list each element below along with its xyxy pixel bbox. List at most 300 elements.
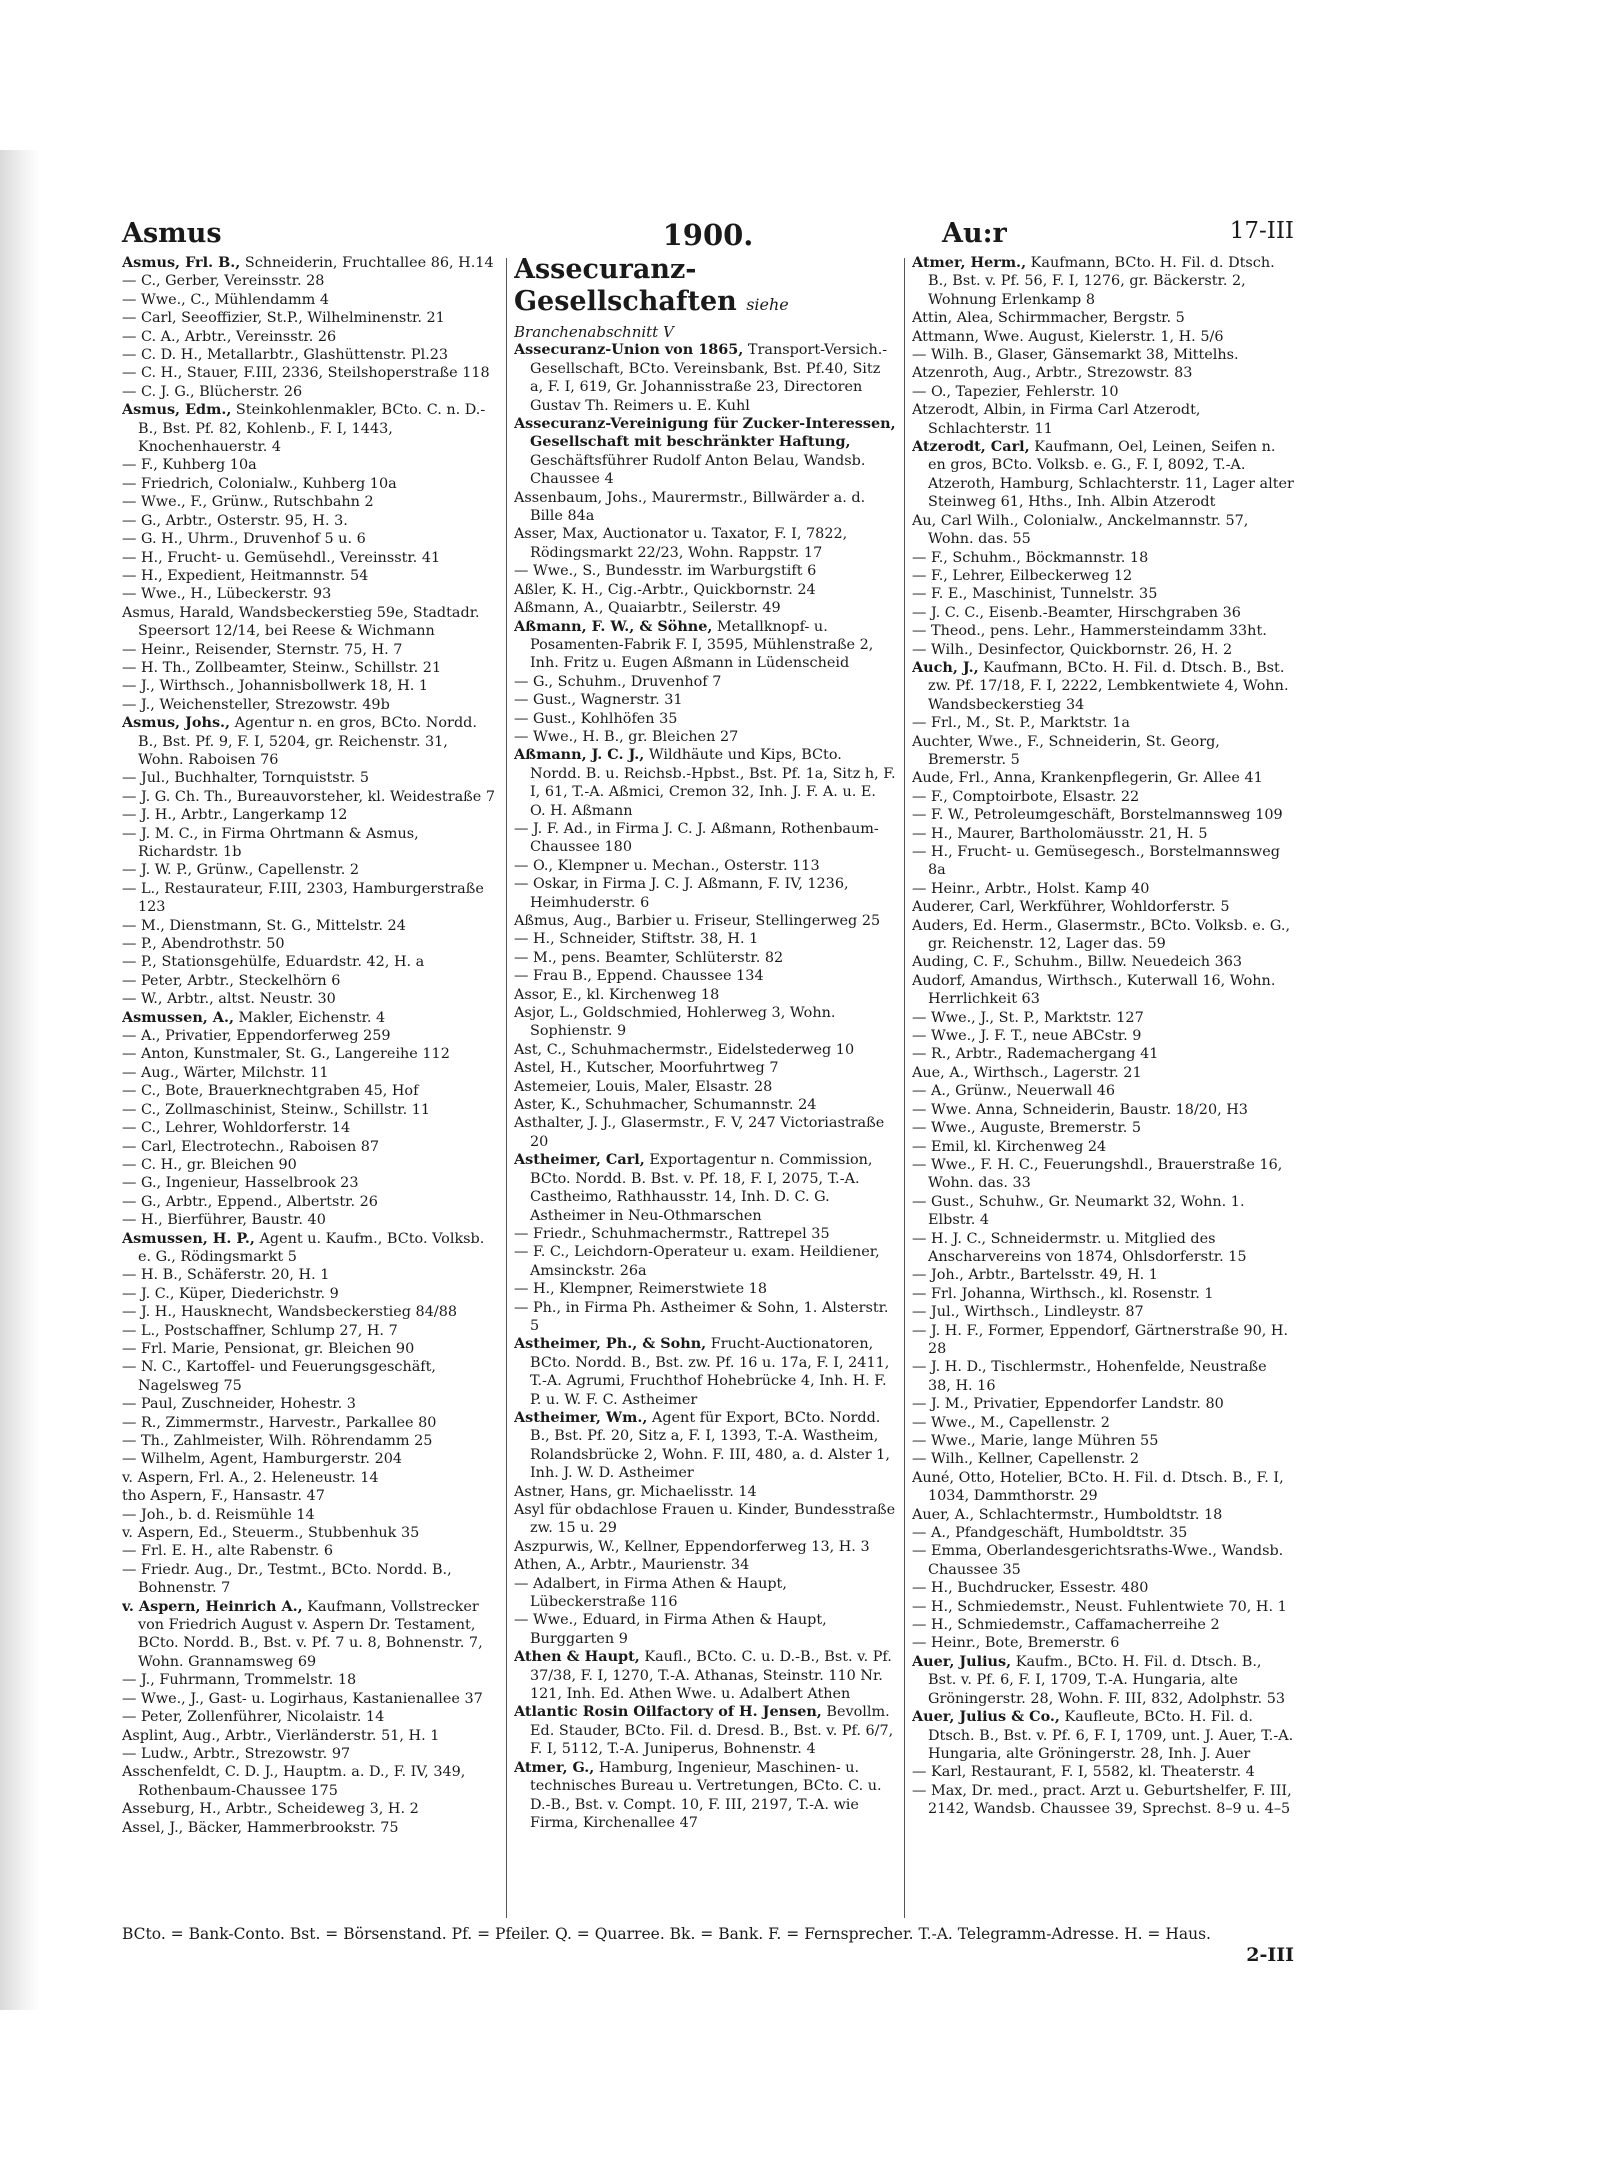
directory-page [122, 218, 1294, 1966]
entry-text: — F., Schuhm., Böckmannstr. 18 [912, 549, 1149, 566]
entry-text: — F., Comptoirbote, Elsastr. 22 [912, 788, 1140, 805]
directory-entry [122, 1174, 498, 1192]
directory-entry [912, 512, 1294, 549]
entry-text: — H., Maurer, Bartholomäusstr. 21, H. 5 [912, 825, 1208, 842]
entry-text: Asmus, Harald, Wandsbeckerstieg 59e, Stadtadr. Speersort 12/14, bei Reese & Wichmann [122, 604, 480, 640]
directory-entry [122, 935, 498, 953]
entry-text: — H. J. C., Schneidermstr. u. Mitglied des Anscharvereins von 1874, Ohlsdorferstr. 15 [912, 1230, 1247, 1265]
directory-entry [912, 714, 1294, 732]
directory-entry [912, 917, 1294, 954]
entry-text: — G., Arbtr., Eppend., Albertstr. 26 [122, 1193, 378, 1210]
entry-name: Assecuranz-Vereinigung für Zucker-Interessen, Gesellschaft mit beschränkter Haftung, [514, 415, 896, 451]
directory-entry [514, 1280, 896, 1298]
directory-entry [912, 1524, 1294, 1542]
directory-entry [514, 1243, 896, 1280]
entry-text: — Wwe., Eduard, in Firma Athen & Haupt, Burggarten 9 [514, 1612, 827, 1647]
entry-text: — Wwe., H. B., gr. Bleichen 27 [514, 728, 739, 745]
directory-entry [514, 1575, 896, 1612]
entry-text: — Max, Dr. med., pract. Arzt u. Geburtshelfer, F. III, 2142, Wandsb. Chaussee 39, Sprechst. 8–9 u. 4–5 [912, 1782, 1292, 1818]
entry-text: Kaufleute, BCto. H. Fil. d. Dtsch. B., Bst. v. Pf. 6, F. I, 1709, unt. J. Auer, T.-A. Hungaria, alte Gröningerstr. 28, Inh. J. Auer [928, 1709, 1294, 1762]
entry-text: — H., Schmiedemstr., Caffamacherreihe 2 [912, 1617, 1220, 1634]
directory-entry [122, 401, 498, 456]
entry-text: v. Aspern, Ed., Steuerm., Stubbenhuk 35 [122, 1525, 420, 1542]
entry-text: Asplint, Aug., Arbtr., Vierländerstr. 51, H. 1 [122, 1727, 440, 1744]
directory-entry [514, 986, 896, 1004]
directory-entry [122, 990, 498, 1008]
directory-entry [912, 1542, 1294, 1579]
directory-entry [122, 1727, 498, 1745]
entry-text: — J. H. F., Former, Eppendorf, Gärtnerstraße 90, H. 28 [912, 1322, 1289, 1357]
section-title: Assecuranz-Gesellschaften [514, 254, 737, 317]
entry-text: — Wilh. B., Glaser, Gänsemarkt 38, Mittelhs. [912, 347, 1239, 364]
directory-entry [122, 254, 498, 272]
directory-entry [122, 806, 498, 824]
entry-text: — O., Tapezier, Fehlerstr. 10 [912, 383, 1119, 400]
directory-entry [514, 341, 896, 415]
directory-entry [122, 1285, 498, 1303]
directory-entry [514, 1059, 896, 1077]
column-3 [912, 254, 1294, 1922]
entry-text: Astemeier, Louis, Maler, Elsastr. 28 [514, 1078, 773, 1095]
entry-text: Kaufmann, BCto. H. Fil. d. Dtsch. B., Bst. v. Pf. 56, F. I, 1276, gr. Bäckerstr. 2, Wohnung Erlenkamp 8 [928, 255, 1275, 308]
directory-entry [912, 1469, 1294, 1506]
directory-entry [122, 1138, 498, 1156]
directory-entry [122, 953, 498, 971]
entry-text: — Wwe., H., Lübeckerstr. 93 [122, 586, 332, 603]
directory-entry [514, 673, 896, 691]
entry-text: — H., Schmiedemstr., Neust. Fuhlentwiete 70, H. 1 [912, 1598, 1287, 1615]
entry-text: Kaufmann, BCto. H. Fil. d. Dtsch. B., Bst. zw. Pf. 17/18, F. I, 2222, Lembkentwiete 4, Wohn. Wandsbeckerstieg 34 [928, 659, 1289, 713]
directory-entry [912, 1414, 1294, 1432]
directory-entry [122, 1119, 498, 1137]
directory-entry [514, 415, 896, 489]
directory-entry [122, 383, 498, 401]
entry-text: — N. C., Kartoffel- und Feuerungsgeschäft, Nagelsweg 75 [122, 1359, 436, 1394]
directory-entry [912, 622, 1294, 640]
directory-entry [122, 1432, 498, 1450]
entry-text: Asser, Max, Auctionator u. Taxator, F. I, 7822, Rödingsmarkt 22/23, Wohn. Rappstr. 17 [514, 526, 848, 561]
entry-text: — J. M., Privatier, Eppendorfer Landstr. 80 [912, 1396, 1224, 1413]
directory-entry [122, 475, 498, 493]
directory-entry [912, 1082, 1294, 1100]
directory-entry [514, 710, 896, 728]
entry-text: — C. H., Stauer, F.III, 2336, Steilshoperstraße 118 [122, 365, 490, 382]
directory-entry [912, 438, 1294, 512]
directory-entry [912, 806, 1294, 824]
entry-name: Auer, Julius, [912, 1652, 1012, 1670]
entry-text: Attmann, Wwe. August, Kielerstr. 1, H. 5/6 [912, 328, 1224, 345]
entry-name: Athen & Haupt, [514, 1648, 640, 1666]
directory-entry [122, 1340, 498, 1358]
entry-text: — Friedrich, Colonialw., Kuhberg 10a [122, 475, 397, 492]
directory-entry [122, 272, 498, 290]
directory-entry [122, 456, 498, 474]
entry-text: — H., Bierführer, Baustr. 40 [122, 1212, 326, 1229]
directory-entry [122, 1414, 498, 1432]
directory-entry [912, 401, 1294, 438]
entry-text: Kaufl., BCto. C. u. D.-B., Bst. v. Pf. 37/38, F. I, 1270, T.-A. Athanas, Steinstr. 110 Nr. 121, Inh. Ed. Athen Wwe. u. Adalbert Athen [530, 1649, 892, 1703]
entry-text: Aster, K., Schuhmacher, Schumannstr. 24 [514, 1097, 817, 1114]
column-1 [122, 254, 498, 1922]
directory-entry [514, 1335, 896, 1409]
directory-entry [912, 1653, 1294, 1708]
section-heading [514, 254, 896, 321]
directory-entry [514, 857, 896, 875]
entry-text: — C., Zollmaschinist, Steinw., Schillstr. 11 [122, 1101, 431, 1118]
directory-entry [122, 677, 498, 695]
entry-text: Exportagentur n. Commission, BCto. Nordd. B. Bst. v. Pf. 18, F. I, 2075, T.-A. Castheimo, Rathhausstr. 14, Inh. D. C. G. Astheimer in Neu-Othmarschen [530, 1152, 873, 1224]
directory-entry [122, 788, 498, 806]
entry-text: Aszpurwis, W., Kellner, Eppendorferweg 13, H. 3 [514, 1538, 870, 1555]
entry-text: — Wilh., Kellner, Capellenstr. 2 [912, 1451, 1140, 1468]
directory-entry [912, 1782, 1294, 1819]
directory-entry [122, 1101, 498, 1119]
entry-text: — J. C., Küper, Diederichstr. 9 [122, 1285, 339, 1302]
directory-entry [122, 309, 498, 327]
entry-text: Auders, Ed. Herm., Glasermstr., BCto. Volksb. e. G., gr. Reichenstr. 12, Lager das. 59 [912, 917, 1291, 953]
entry-text: — H. B., Schäferstr. 20, H. 1 [122, 1267, 330, 1284]
entry-text: Aßmus, Aug., Barbier u. Friseur, Stellingerweg 25 [514, 913, 881, 929]
section-reference: Branchenabschnitt V [514, 323, 674, 341]
entry-text: Hamburg, Ingenieur, Maschinen- u. technisches Bureau u. Vertretungen, BCto. C. u. D.-B., Bst. v. Compt. 10, F. III, 2197, T.-A. wie Firma, Kirchenallee 47 [530, 1759, 882, 1831]
entry-text: Auderer, Carl, Werkführer, Wohldorferstr. 5 [912, 899, 1230, 916]
directory-entry [514, 1611, 896, 1648]
entry-text: — A., Grünw., Neuerwall 46 [912, 1083, 1116, 1100]
page-binding-edge [0, 150, 40, 2010]
entry-text: — Wwe., Auguste, Bremerstr. 5 [912, 1120, 1142, 1137]
directory-entry [912, 1266, 1294, 1284]
entry-text: — Frl., M., St. P., Marktstr. 1a [912, 715, 1130, 732]
entry-text: — Wwe., M., Capellenstr. 2 [912, 1414, 1110, 1431]
entry-text: Auding, C. F., Schuhm., Billw. Neuedeich 363 [912, 954, 1243, 971]
entry-name: Atmer, G., [514, 1758, 595, 1776]
directory-entry [912, 1156, 1294, 1193]
directory-entry [514, 618, 896, 673]
directory-entry [912, 953, 1294, 971]
directory-entry [122, 1303, 498, 1321]
entry-text: — C., Bote, Brauerknechtgraben 45, Hof [122, 1083, 419, 1100]
directory-entry [912, 880, 1294, 898]
entry-text: — Friedr., Schuhmachermstr., Rattrepel 35 [514, 1225, 830, 1242]
entry-text: Geschäftsführer Rudolf Anton Belau, Wandsb. Chaussee 4 [530, 452, 866, 488]
entry-text: — J. H., Arbtr., Langerkamp 12 [122, 807, 348, 824]
entry-text: Aßler, K. H., Cig.-Arbtr., Quickbornstr. 24 [514, 581, 816, 598]
directory-entry [514, 912, 896, 930]
directory-entry [514, 562, 896, 580]
entry-text: — F. E., Maschinist, Tunnelstr. 35 [912, 586, 1158, 603]
entry-text: — C. J. G., Blücherstr. 26 [122, 383, 303, 400]
entry-name: Astheimer, Wm., [514, 1408, 648, 1426]
entry-text: Metallknopf- u. Posamenten-Fabrik F. I, 3595, Mühlenstraße 2, Inh. Fritz u. Eugen Aßmann in Lüdenscheid [530, 618, 874, 672]
entry-text: — Gust., Wagnerstr. 31 [514, 692, 683, 709]
entry-text: Schneiderin, Fruchtallee 86, H.14 [240, 255, 494, 271]
abbreviation-legend: BCto. = Bank-Conto. Bst. = Börsenstand. Pf. = Pfeiler. Q. = Quarree. Bk. = Bank. F. = Fernsprecher. T.-A. Telegramm-Adresse. H. = Haus. [122, 1925, 1211, 1943]
entry-text: — Heinr., Arbtr., Holst. Kamp 40 [912, 880, 1150, 897]
directory-entry [514, 930, 896, 948]
entry-text: — Jul., Buchhalter, Tornquiststr. 5 [122, 770, 370, 787]
entry-text: Makler, Eichenstr. 4 [233, 1009, 386, 1026]
header-year: 1900. [662, 218, 754, 252]
directory-entry [122, 549, 498, 567]
entry-name: v. Aspern, Heinrich A., [122, 1597, 303, 1615]
entry-text: — J., Wirthsch., Johannisbollwerk 18, H. 1 [122, 678, 429, 695]
running-header [122, 218, 1294, 254]
entry-text: — Wwe., S., Bundesstr. im Warburgstift 6 [514, 563, 817, 580]
directory-entry [514, 875, 896, 912]
entry-text: Kaufmann, Vollstrecker von Friedrich August v. Aspern Dr. Testament, BCto. Nordd. B., Bst. v. Pf. 7 u. 8, Bohnenstr. 7, Wohn. Grannamsweg 69 [138, 1598, 483, 1670]
entry-text: Auer, A., Schlachtermstr., Humboldtstr. 18 [912, 1506, 1223, 1523]
entry-text: — Wwe., F. H. C., Feuerungshdl., Brauerstraße 16, Wohn. das. 33 [912, 1156, 1283, 1192]
directory-entry [122, 1763, 498, 1800]
directory-entry [912, 309, 1294, 327]
entry-text: — Gust., Kohlhöfen 35 [514, 710, 678, 727]
directory-entry [912, 567, 1294, 585]
entry-text: — Wilhelm, Agent, Hamburgerstr. 204 [122, 1451, 403, 1468]
directory-entry [912, 1708, 1294, 1763]
directory-entry [122, 1193, 498, 1211]
entry-text: — Ludw., Arbtr., Strezowstr. 97 [122, 1745, 351, 1762]
entry-text: — L., Restaurateur, F.III, 2303, Hamburgerstraße 123 [122, 880, 484, 916]
directory-entry [912, 1598, 1294, 1616]
entry-text: Assenbaum, Johs., Maurermstr., Billwärder a. d. Bille 84a [514, 489, 866, 525]
directory-entry [514, 1078, 896, 1096]
directory-entry [122, 1082, 498, 1100]
entry-text: — C., Gerber, Vereinsstr. 28 [122, 273, 325, 290]
directory-entry [122, 1598, 498, 1672]
entry-text: v. Aspern, Frl. A., 2. Heleneustr. 14 [122, 1469, 379, 1486]
directory-entry [122, 1800, 498, 1818]
header-right-keyword: Au:r [942, 218, 1007, 249]
entry-text: — Wwe., Marie, lange Mühren 55 [912, 1433, 1159, 1449]
directory-entry [912, 1064, 1294, 1082]
directory-entry [122, 530, 498, 548]
entry-text: Atzenroth, Aug., Arbtr., Strezowstr. 83 [912, 365, 1193, 382]
directory-entry [912, 898, 1294, 916]
entry-text: Steinkohlenmakler, BCto. C. n. D.-B., Bst. Pf. 82, Kohlenb., F. I, 1443, Knochenhauerstr. 4 [138, 402, 486, 456]
directory-entry [122, 585, 498, 603]
directory-entry [912, 659, 1294, 714]
entry-name: Auch, J., [912, 658, 979, 676]
directory-entry [514, 581, 896, 599]
directory-entry [912, 788, 1294, 806]
directory-entry [912, 1322, 1294, 1359]
entry-name: Atmer, Herm., [912, 254, 1027, 271]
entry-text: — O., Klempner u. Mechan., Osterstr. 113 [514, 857, 820, 874]
directory-entry [122, 364, 498, 382]
entry-text: — Frl. E. H., alte Rabenstr. 6 [122, 1543, 334, 1560]
directory-entry [122, 972, 498, 990]
directory-entry [122, 825, 498, 862]
entry-text: — J., Weichensteller, Strezowstr. 49b [122, 696, 390, 713]
entry-text: — J. W. P., Grünw., Capellenstr. 2 [122, 862, 359, 879]
directory-entry [122, 1690, 498, 1708]
directory-entry [122, 1819, 498, 1837]
directory-entry [122, 917, 498, 935]
directory-entry [912, 1009, 1294, 1027]
directory-entry [912, 641, 1294, 659]
entry-text: — Wwe., J., St. P., Marktstr. 127 [912, 1009, 1144, 1026]
directory-entry [122, 1708, 498, 1726]
entry-text: Agent u. Kaufm., BCto. Volksb. e. G., Rödingsmarkt 5 [138, 1230, 485, 1265]
directory-entry [122, 1322, 498, 1340]
entry-text: — Joh., Arbtr., Bartelsstr. 49, H. 1 [912, 1267, 1158, 1284]
entry-text: — F. W., Petroleumgeschäft, Borstelmannsweg 109 [912, 807, 1283, 824]
entry-text: Auné, Otto, Hotelier, BCto. H. Fil. d. Dtsch. B., F. I, 1034, Dammthorstr. 29 [912, 1469, 1284, 1505]
entry-text: tho Aspern, F., Hansastr. 47 [122, 1488, 325, 1505]
directory-entry [514, 1483, 896, 1501]
directory-entry [912, 843, 1294, 880]
directory-entry [514, 1004, 896, 1041]
directory-entry [122, 1671, 498, 1689]
entry-text: Asseburg, H., Arbtr., Scheideweg 3, H. 2 [122, 1801, 419, 1818]
entry-text: — H. Th., Zollbeamter, Steinw., Schillstr. 21 [122, 659, 442, 676]
entry-text: — W., Arbtr., altst. Neustr. 30 [122, 991, 336, 1008]
entry-text: — G., Ingenieur, Hasselbrook 23 [122, 1175, 359, 1192]
entry-text: Astel, H., Kutscher, Moorfuhrtweg 7 [514, 1060, 779, 1077]
directory-entry [122, 714, 498, 769]
directory-entry [122, 512, 498, 530]
entry-text: — A., Privatier, Eppendorferweg 259 [122, 1028, 391, 1045]
directory-entry [122, 1027, 498, 1045]
entry-text: — C. D. H., Metallarbtr., Glashüttenstr. Pl.23 [122, 347, 449, 364]
directory-entry [514, 1225, 896, 1243]
directory-entry [122, 346, 498, 364]
directory-entry [122, 493, 498, 511]
entry-text: — Heinr., Bote, Bremerstr. 6 [912, 1635, 1120, 1652]
entry-text: — Frl. Johanna, Wirthsch., kl. Rosenstr. 1 [912, 1285, 1214, 1302]
entry-text: — Theod., pens. Lehr., Hammersteindamm 33ht. [912, 623, 1267, 640]
entry-text: Agentur n. en gros, BCto. Nordd. B., Bst. Pf. 9, F. I, 5204, gr. Reichenstr. 31, Wohn. Raboisen 76 [138, 715, 477, 768]
entry-text: — Oskar, in Firma J. C. J. Aßmann, F. IV, 1236, Heimhuderstr. 6 [514, 876, 849, 911]
entry-name: Asmus, Frl. B., [122, 254, 241, 271]
directory-entry [122, 1358, 498, 1395]
directory-entry [912, 1230, 1294, 1267]
directory-entry [122, 880, 498, 917]
directory-entry [122, 604, 498, 641]
entry-text: Agent für Export, BCto. Nordd. B., Bst. Pf. 20, Sitz a, F. I, 1393, T.-A. Wastheim, Rolandsbrücke 2, Wohn. F. III, 480, a. d. Alster 1, Inh. J. W. D. Astheimer [530, 1409, 890, 1482]
header-page-number: 17-III [1229, 218, 1294, 244]
entry-name: Aßmann, F. W., & Söhne, [514, 617, 713, 635]
entry-text: — A., Pfandgeschäft, Humboldtstr. 35 [912, 1525, 1188, 1542]
directory-entry [514, 1041, 896, 1059]
entry-text: — L., Postschaffner, Schlump 27, H. 7 [122, 1322, 398, 1339]
entry-text: — Heinr., Reisender, Sternstr. 75, H. 7 [122, 641, 403, 658]
entry-name: Asmus, Edm., [122, 401, 232, 419]
entry-text: Asyl für obdachlose Frauen u. Kinder, Bundesstraße zw. 15 u. 29 [514, 1502, 896, 1537]
directory-entry [912, 825, 1294, 843]
directory-entry [514, 949, 896, 967]
directory-entry [122, 1745, 498, 1763]
directory-entry [514, 525, 896, 562]
directory-entry [122, 1395, 498, 1413]
directory-entry [514, 820, 896, 857]
directory-entry [912, 1634, 1294, 1652]
directory-entry [122, 567, 498, 585]
entry-text: — Karl, Restaurant, F. I, 5582, kl. Theaterstr. 4 [912, 1764, 1255, 1781]
directory-entry [912, 972, 1294, 1009]
entry-text: Au, Carl Wilh., Colonialw., Anckelmannstr. 57, Wohn. das. 55 [912, 512, 1249, 548]
directory-entry [122, 1506, 498, 1524]
entry-text: Asschenfeldt, C. D. J., Hauptm. a. D., F. IV, 349, Rothenbaum-Chaussee 175 [122, 1764, 466, 1799]
directory-entry [514, 728, 896, 746]
entry-text: — R., Zimmermstr., Harvestr., Parkallee 80 [122, 1414, 437, 1431]
entry-text: — Jul., Wirthsch., Lindleystr. 87 [912, 1304, 1144, 1321]
section-see-note: siehe [746, 295, 789, 314]
entry-text: — H., Buchdrucker, Essestr. 480 [912, 1580, 1149, 1597]
entry-text: Atzerodt, Albin, in Firma Carl Atzerodt, Schlachterstr. 11 [912, 402, 1201, 437]
entry-text: — G. H., Uhrm., Druvenhof 5 u. 6 [122, 531, 366, 548]
entry-text: Transport-Versich.-Gesellschaft, BCto. Vereinsbank, Bst. Pf.40, Sitz a, F. I, 619, Gr. Johannisstraße 23, Directoren Gustav Th. Reimers u. E. Kuhl [530, 342, 888, 414]
entry-text: — F. C., Leichdorn-Operateur u. exam. Heildiener, Amsinckstr. 26a [514, 1244, 880, 1279]
entry-name: Astheimer, Carl, [514, 1151, 645, 1169]
directory-entry [912, 604, 1294, 622]
directory-entry [514, 746, 896, 820]
entry-text: — Paul, Zuschneider, Hohestr. 3 [122, 1396, 356, 1413]
entry-text: — Wwe., F., Grünw., Rutschbahn 2 [122, 494, 374, 511]
entry-text: — G., Arbtr., Osterstr. 95, H. 3. [122, 512, 348, 529]
entry-text: — Carl, Seeoffizier, St.P., Wilhelminenstr. 21 [122, 310, 445, 327]
directory-entry [514, 1299, 896, 1336]
entry-text: — J. C. C., Eisenb.-Beamter, Hirschgraben 36 [912, 604, 1241, 621]
directory-entry [514, 1703, 896, 1758]
directory-entry [912, 254, 1294, 309]
entry-text: — G., Schuhm., Druvenhof 7 [514, 673, 722, 690]
entry-text: Kaufmann, Oel, Leinen, Seifen n. en gros, BCto. Volksb. e. G., F. I, 8092, T.-A. Atzeroth, Hamburg, Schlachterstr. 11, Lager alter Steinweg 61, Hths., Inh. Albin Atzerodt [928, 439, 1294, 511]
directory-entry [122, 291, 498, 309]
entry-text: — J., Fuhrmann, Trommelstr. 18 [122, 1672, 357, 1689]
entry-text: Ast, C., Schuhmachermstr., Eidelstederweg 10 [514, 1041, 855, 1058]
entry-text: — P., Stationsgehülfe, Eduardstr. 42, H. a [122, 954, 425, 971]
entry-name: Atlantic Rosin Oilfactory of H. Jensen, [514, 1703, 822, 1721]
entry-text: — Wilh., Desinfector, Quickbornstr. 26, H. 2 [912, 641, 1233, 658]
entry-name: Asmussen, A., [122, 1008, 234, 1026]
entry-text: — H., Expedient, Heitmannstr. 54 [122, 567, 369, 584]
entry-text: Frucht-Auctionatoren, BCto. Nordd. B., Bst. zw. Pf. 16 u. 17a, F. I, 2411, T.-A. Agrumi, Fruchthof Hohebrücke 4, Inh. H. F. P. u. W. F. C. Astheimer [530, 1336, 890, 1408]
directory-entry [912, 769, 1294, 787]
entry-text: Aue, A., Wirthsch., Lagerstr. 21 [912, 1064, 1142, 1081]
directory-entry [122, 769, 498, 787]
directory-entry [122, 328, 498, 346]
directory-entry [912, 1579, 1294, 1597]
directory-entry [122, 696, 498, 714]
entry-name: Atzerodt, Carl, [912, 438, 1030, 456]
directory-entry [122, 1045, 498, 1063]
directory-entry [122, 1230, 498, 1267]
directory-entry [912, 1358, 1294, 1395]
entry-name: Astheimer, Ph., & Sohn, [514, 1335, 707, 1353]
entry-text: — P., Abendrothstr. 50 [122, 936, 285, 953]
entry-text: Audorf, Amandus, Wirthsch., Kuterwall 16, Wohn. Herrlichkeit 63 [912, 972, 1276, 1008]
directory-entry [514, 1114, 896, 1151]
entry-text: Auchter, Wwe., F., Schneiderin, St. Georg, Bremerstr. 5 [912, 733, 1220, 768]
directory-entry [514, 1096, 896, 1114]
entry-text: Asjor, L., Goldschmied, Hohlerweg 3, Wohn. Sophienstr. 9 [514, 1005, 836, 1040]
directory-entry [122, 659, 498, 677]
entry-text: — H., Klempner, Reimerstwiete 18 [514, 1281, 767, 1298]
directory-entry [912, 1432, 1294, 1450]
directory-entry [514, 1556, 896, 1574]
directory-entry [122, 1542, 498, 1560]
entry-text: — Friedr. Aug., Dr., Testmt., BCto. Nordd. B., Bohnenstr. 7 [122, 1561, 452, 1597]
entry-text: — Wwe. Anna, Schneiderin, Baustr. 18/20, H3 [912, 1101, 1248, 1118]
directory-entry [514, 691, 896, 709]
entry-text: — Emil, kl. Kirchenweg 24 [912, 1138, 1107, 1155]
directory-entry [912, 585, 1294, 603]
directory-entry [912, 1616, 1294, 1634]
entry-text: — Wwe., J. F. T., neue ABCstr. 9 [912, 1028, 1142, 1045]
directory-entry [514, 599, 896, 617]
entry-name: Asmussen, H. P., [122, 1229, 255, 1247]
